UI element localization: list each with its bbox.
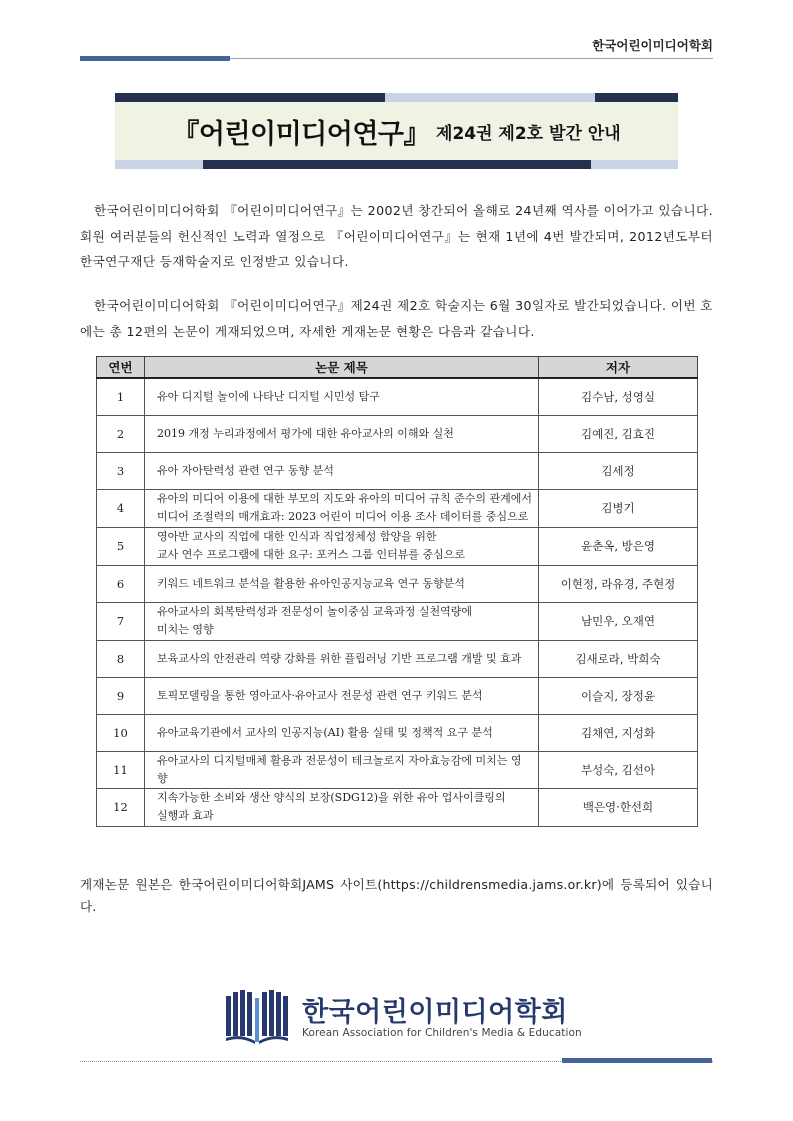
row-title-line: 지속가능한 소비와 생산 양식의 보장(SDG12)을 위한 유아 업사이클링의 bbox=[157, 791, 506, 804]
row-author: 김수남, 성영실 bbox=[539, 378, 698, 415]
row-title-line: 유아의 미디어 이용에 대한 부모의 지도와 유아의 미디어 규칙 준수의 관계에서 bbox=[157, 492, 532, 505]
row-author: 백은영·한선희 bbox=[539, 788, 698, 826]
table-row bbox=[97, 602, 698, 640]
intro-paragraph bbox=[80, 198, 713, 275]
row-author: 김새로라, 박희숙 bbox=[539, 640, 698, 677]
row-title-line: 보육교사의 안전관리 역량 강화를 위한 플립러닝 기반 프로그램 개발 및 효과 bbox=[157, 651, 522, 665]
row-title bbox=[145, 677, 539, 714]
row-title bbox=[145, 714, 539, 751]
row-num: 6 bbox=[97, 565, 145, 602]
table-row bbox=[97, 489, 698, 527]
row-num: 11 bbox=[97, 751, 145, 788]
row-num: 7 bbox=[97, 602, 145, 640]
row-num: 10 bbox=[97, 714, 145, 751]
row-title bbox=[145, 640, 539, 677]
row-title-line: 교사 연수 프로그램에 대한 요구: 포커스 그룹 인터뷰를 중심으로 bbox=[157, 548, 465, 561]
table-row bbox=[97, 640, 698, 677]
row-author: 이현정, 라유경, 주현정 bbox=[539, 565, 698, 602]
row-author: 이슬지, 장정윤 bbox=[539, 677, 698, 714]
table-row bbox=[97, 415, 698, 452]
row-num: 4 bbox=[97, 489, 145, 527]
row-title-line: 미디어 조절력의 매개효과: 2023 어린이 미디어 이용 조사 데이터를 중심으로 bbox=[157, 510, 529, 523]
table-row bbox=[97, 714, 698, 751]
row-title bbox=[145, 788, 539, 826]
row-num: 12 bbox=[97, 788, 145, 826]
row-title-line: 미치는 영향 bbox=[157, 623, 214, 636]
issue-title: 제24권 제2호 발간 안내 bbox=[436, 123, 621, 144]
table-row bbox=[97, 527, 698, 565]
row-title-line: 유아교사의 회복탄력성과 전문성이 놀이중심 교육과정 실천역량에 bbox=[157, 605, 473, 618]
row-num: 5 bbox=[97, 527, 145, 565]
row-author: 김병기 bbox=[539, 489, 698, 527]
intro-paragraph-text: 한국어린이미디어학회 『어린이미디어연구』는 2002년 창간되어 올해로 24년째 역사를 이어가고 있습니다. 회원 여러분들의 헌신적인 노력과 열정으로 『어린이미디어연구』는 현재 1년에 4번 발간되며, 2012년도부터 한국연구재단 등재학술지로 인정받고 있습니다. bbox=[80, 203, 713, 269]
row-title bbox=[145, 602, 539, 640]
row-title bbox=[145, 452, 539, 489]
row-title-line: 유아 자아탄력성 관련 연구 동향 분석 bbox=[157, 463, 334, 477]
journal-title: 『어린이미디어연구』 bbox=[172, 118, 431, 150]
row-author: 김세정 bbox=[539, 452, 698, 489]
logo-korean-name: 한국어린이미디어학회 bbox=[302, 997, 568, 1028]
logo-english-name: Korean Association for Children's Media & Education bbox=[302, 1027, 582, 1039]
jams-note: 게재논문 원본은 한국어린이미디어학회JAMS 사이트(https://childrensmedia.jams.or.kr)에 등록되어 있습니다. bbox=[80, 877, 713, 914]
row-title-line: 유아교사의 디지털매체 활용과 전문성이 테크놀로지 자아효능감에 미치는 영향 bbox=[157, 753, 522, 785]
open-book-icon bbox=[224, 988, 290, 1046]
header-org-name: 한국어린이미디어학회 bbox=[592, 38, 713, 53]
table-row bbox=[97, 677, 698, 714]
row-title bbox=[145, 565, 539, 602]
row-title-line: 2019 개정 누리과정에서 평가에 대한 유아교사의 이해와 실천 bbox=[157, 426, 454, 440]
header-rule-accent bbox=[80, 56, 230, 61]
row-title bbox=[145, 489, 539, 527]
issue-paragraph bbox=[80, 293, 713, 344]
society-logo bbox=[224, 988, 582, 1048]
row-author: 윤춘옥, 방은영 bbox=[539, 527, 698, 565]
table-row bbox=[97, 452, 698, 489]
row-author: 남민우, 오재연 bbox=[539, 602, 698, 640]
row-title bbox=[145, 527, 539, 565]
table-header-row bbox=[97, 357, 698, 379]
papers-table bbox=[96, 356, 698, 827]
issue-paragraph-text: 한국어린이미디어학회 『어린이미디어연구』제24권 제2호 학술지는 6월 30일자로 발간되었습니다. 이번 호에는 총 12편의 논문이 게재되었으며, 자세한 게재논문 현황은 다음과 같습니다. bbox=[80, 298, 713, 339]
table-row bbox=[97, 788, 698, 826]
col-header-author: 저자 bbox=[539, 357, 698, 379]
row-num: 9 bbox=[97, 677, 145, 714]
row-title bbox=[145, 378, 539, 415]
row-title bbox=[145, 415, 539, 452]
table-row bbox=[97, 565, 698, 602]
title-banner-bottom-stripe bbox=[115, 160, 678, 169]
row-author: 부성숙, 김선아 bbox=[539, 751, 698, 788]
row-num: 2 bbox=[97, 415, 145, 452]
title-banner-top-stripe bbox=[115, 93, 678, 102]
row-num: 8 bbox=[97, 640, 145, 677]
row-author: 김채연, 지성화 bbox=[539, 714, 698, 751]
title-banner bbox=[115, 102, 678, 160]
row-author: 김예진, 김효진 bbox=[539, 415, 698, 452]
row-title-line: 영아반 교사의 직업에 대한 인식과 직업정체성 함양을 위한 bbox=[157, 530, 437, 543]
row-title-line: 유아 디지털 놀이에 나타난 디지털 시민성 탐구 bbox=[157, 389, 380, 403]
row-title bbox=[145, 751, 539, 788]
table-row bbox=[97, 751, 698, 788]
row-num: 1 bbox=[97, 378, 145, 415]
row-title-line: 유아교육기관에서 교사의 인공지능(AI) 활용 실태 및 정책적 요구 분석 bbox=[157, 725, 493, 739]
row-title-line: 토픽모델링을 통한 영아교사·유아교사 전문성 관련 연구 키워드 분석 bbox=[157, 688, 483, 702]
col-header-title: 논문 제목 bbox=[145, 357, 539, 379]
row-num: 3 bbox=[97, 452, 145, 489]
row-title-line: 실행과 효과 bbox=[157, 809, 214, 822]
table-row bbox=[97, 378, 698, 415]
footer-rule-accent bbox=[562, 1058, 712, 1063]
row-title-line: 키워드 네트워크 분석을 활용한 유아인공지능교육 연구 동향분석 bbox=[157, 576, 465, 590]
col-header-num: 연번 bbox=[97, 357, 145, 379]
